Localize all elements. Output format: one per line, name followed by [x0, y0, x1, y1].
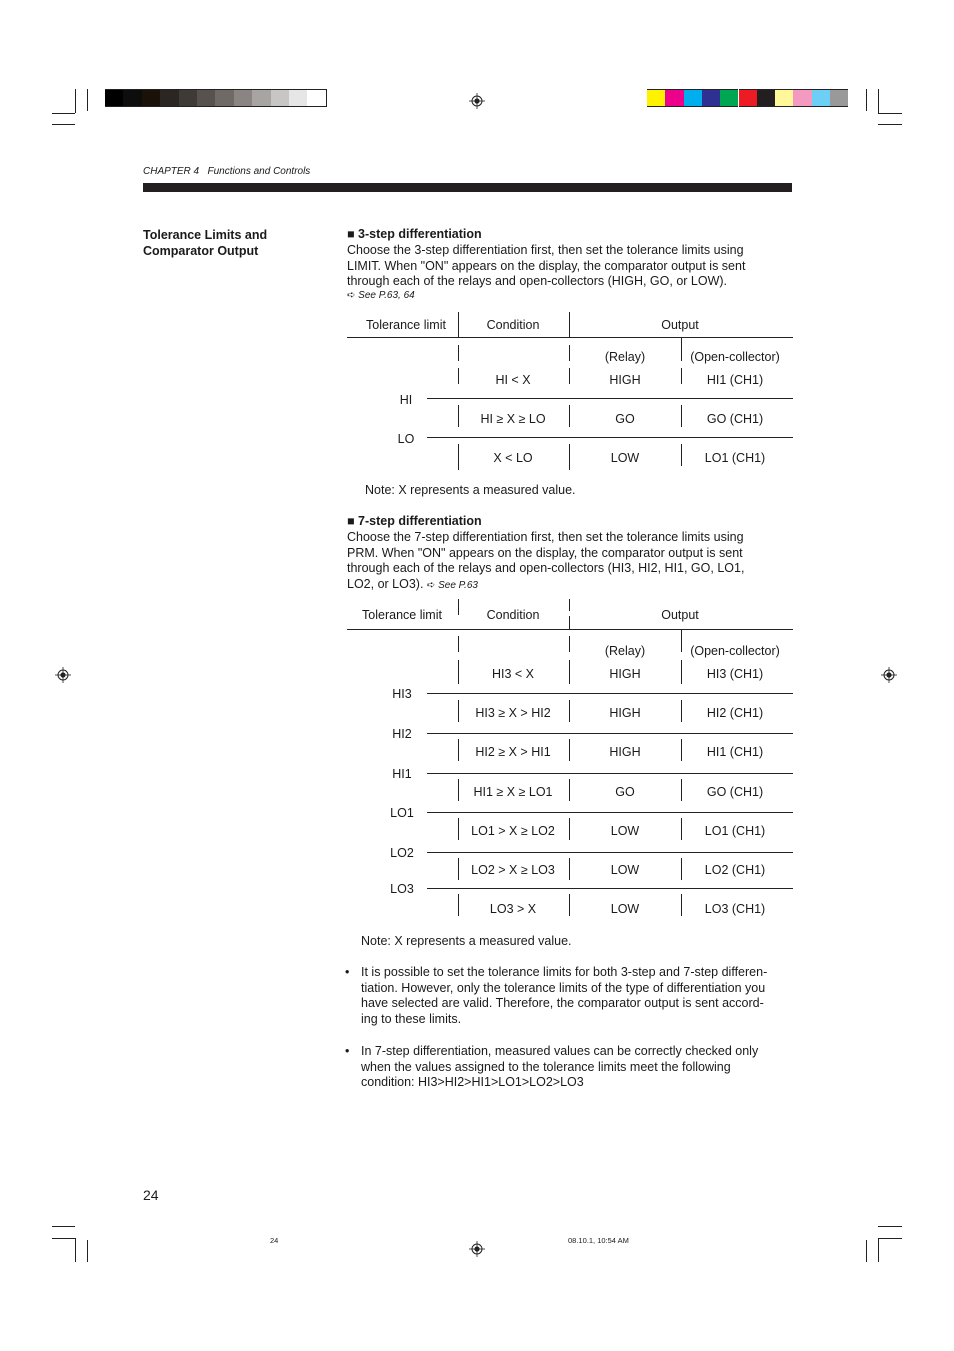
gray-swatch [142, 89, 160, 107]
table-divider [569, 858, 570, 880]
color-swatch [812, 89, 830, 107]
step3-heading-text: 3-step differentiation [358, 227, 482, 241]
table-rule [427, 773, 793, 774]
table-cell-open-collector: LO3 (CH1) [704, 902, 766, 916]
col-header-condition: Condition [486, 318, 540, 332]
table-divider [458, 739, 459, 761]
table-divider [569, 779, 570, 801]
table-divider [681, 818, 682, 840]
color-swatch [684, 89, 702, 107]
table-cell-relay: HIGH [609, 706, 641, 720]
reference-arrow-icon: ➪ [347, 290, 356, 301]
table-rule [427, 888, 793, 889]
table-cell-open-collector: GO (CH1) [706, 785, 764, 799]
section-title-line: Tolerance Limits and [143, 228, 268, 242]
gray-swatch [289, 89, 307, 107]
body-line: Choose the 3-step differentiation first, then set the tolerance limits using [347, 243, 744, 257]
reference-arrow-icon: ➪ [426, 579, 436, 591]
table-cell-condition: X < LO [493, 451, 533, 465]
table-cell-open-collector: HI2 (CH1) [706, 706, 764, 720]
table-divider [569, 739, 570, 761]
table-cell-condition: HI3 ≥ X > HI2 [475, 706, 551, 720]
step3-body [347, 243, 745, 290]
body-line: through each of the relays and open-collectors (HIGH, GO, or LOW). [347, 274, 728, 288]
gray-swatch [234, 89, 252, 107]
table-cell-open-collector: LO2 (CH1) [704, 863, 766, 877]
gray-swatch [307, 89, 326, 107]
table-cell-open-collector: HI3 (CH1) [706, 667, 764, 681]
table-divider [681, 858, 682, 880]
table-cell-condition: LO1 > X ≥ LO2 [471, 824, 555, 838]
chapter-title: Functions and Controls [207, 166, 311, 177]
bullet-line: tiation. However, only the tolerance limits of the type of differentiation you [361, 980, 766, 995]
step7-body [347, 530, 744, 593]
body-line: through each of the relays and open-collectors (HI3, HI2, HI1, GO, LO1, [347, 561, 745, 575]
running-header [143, 166, 310, 177]
table-cell-relay: LOW [610, 451, 640, 465]
table-divider [569, 660, 570, 684]
table-cell-relay: LOW [610, 863, 640, 877]
sub-header-relay: (Relay) [604, 644, 646, 658]
tolerance-limit-label: HI1 [392, 767, 412, 781]
col-header-tolerance: Tolerance limit [366, 318, 446, 332]
table-divider [569, 636, 570, 652]
table-cell-condition: HI2 ≥ X > HI1 [475, 745, 551, 759]
table-divider [458, 660, 459, 684]
step7-heading-text: 7-step differentiation [358, 514, 482, 528]
section-title-line: Comparator Output [143, 244, 259, 258]
table-cell-relay: LOW [610, 902, 640, 916]
square-bullet-icon: ■ [347, 514, 355, 528]
gray-swatch [105, 89, 123, 107]
gray-swatch [252, 89, 270, 107]
bullet-line: It is possible to set the tolerance limits for both 3-step and 7-step differen- [361, 965, 768, 979]
tolerance-limit-label: LO [397, 432, 415, 446]
registration-mark-icon [881, 667, 897, 683]
step7-see-ref [427, 580, 478, 591]
step7-heading [347, 514, 482, 530]
body-line: PRM. When "ON" appears on the display, the comparator output is sent [347, 545, 743, 560]
gray-swatch [160, 89, 178, 107]
bullet-dot-icon: • [345, 1044, 350, 1058]
step3-heading [347, 227, 482, 243]
table-divider [569, 700, 570, 722]
table-cell-open-collector: HI1 (CH1) [706, 745, 764, 759]
gray-swatch [179, 89, 197, 107]
table-cell-condition: HI1 ≥ X ≥ LO1 [473, 785, 553, 799]
table-divider [458, 858, 459, 880]
col-header-output: Output [661, 608, 699, 622]
table-cell-condition: HI ≥ X ≥ LO [480, 412, 546, 426]
table-cell-condition: LO3 > X [489, 902, 537, 916]
table-divider [681, 660, 682, 684]
bullet-line: condition: HI3>HI2>HI1>LO1>LO2>LO3 [361, 1075, 584, 1089]
table-divider [458, 636, 459, 652]
gray-swatch [123, 89, 141, 107]
col-header-tolerance: Tolerance limit [362, 608, 442, 622]
color-swatch [775, 89, 793, 107]
table-rule [427, 733, 793, 734]
tolerance-limit-label: LO1 [390, 806, 414, 820]
table-divider [458, 818, 459, 840]
bullet-line: when the values assigned to the tolerance limits meet the following [361, 1059, 731, 1074]
step7-note: Note: X represents a measured value. [361, 934, 572, 948]
table-cell-relay: HIGH [609, 745, 641, 759]
registration-mark-icon [469, 1241, 485, 1257]
table-cell-relay: HIGH [609, 667, 641, 681]
bullet-line: have selected are valid. Therefore, the comparator output is sent accord- [361, 996, 764, 1010]
table-divider [681, 779, 682, 801]
color-swatch [647, 89, 665, 107]
tolerance-limit-label: LO3 [390, 882, 414, 896]
table-divider [569, 818, 570, 840]
body-line: Choose the 7-step differentiation first, then set the tolerance limits using [347, 530, 744, 544]
chapter-number: CHAPTER 4 [143, 166, 200, 177]
body-line: LIMIT. When "ON" appears on the display, the comparator output is sent [347, 258, 746, 273]
registration-mark-icon [55, 667, 71, 683]
table-divider [681, 894, 682, 916]
color-swatch [665, 89, 683, 107]
registration-mark-icon [469, 93, 485, 109]
tolerance-limit-label: LO2 [390, 846, 414, 860]
tolerance-limit-label: HI2 [392, 727, 412, 741]
gray-swatch [197, 89, 215, 107]
table-divider [458, 779, 459, 801]
table-rule [427, 812, 793, 813]
table-cell-condition: HI < X [495, 373, 531, 387]
table-divider [458, 894, 459, 916]
table-cell-condition: HI3 < X [491, 667, 535, 681]
footer-slug-left: 24 [270, 1236, 279, 1245]
see-reference-text: See P.63 [438, 579, 478, 591]
table-cell-open-collector: HI1 (CH1) [706, 373, 764, 387]
bullet-line: In 7-step differentiation, measured values can be correctly checked only [361, 1044, 759, 1058]
table-cell-open-collector: GO (CH1) [706, 412, 764, 426]
page-number: 24 [143, 1187, 159, 1203]
table-cell-relay: GO [615, 412, 635, 426]
color-swatch [793, 89, 811, 107]
sub-header-open-collector: (Open-collector) [690, 350, 780, 364]
color-swatch [739, 89, 757, 107]
step3-see-ref [347, 290, 415, 301]
table-divider [681, 700, 682, 722]
table-cell-relay: LOW [610, 824, 640, 838]
table-rule [427, 693, 793, 694]
tolerance-limit-label: HI3 [392, 687, 412, 701]
gray-swatch [215, 89, 233, 107]
color-swatch [830, 89, 848, 107]
body-line: LO2, or LO3). [347, 576, 424, 591]
step3-note: Note: X represents a measured value. [365, 483, 576, 497]
table-cell-relay: GO [615, 785, 635, 799]
table-cell-condition: LO2 > X ≥ LO3 [471, 863, 555, 877]
square-bullet-icon: ■ [347, 227, 355, 241]
bullet-dot-icon: • [345, 965, 350, 979]
table-rule [427, 852, 793, 853]
table-divider [681, 739, 682, 761]
color-swatch [757, 89, 775, 107]
table-cell-relay: HIGH [609, 373, 641, 387]
table-divider [569, 894, 570, 916]
color-swatch [720, 89, 738, 107]
sub-header-open-collector: (Open-collector) [690, 644, 780, 658]
tolerance-limit-label: HI [399, 393, 413, 407]
color-swatch [702, 89, 720, 107]
footer-slug-right: 08.10.1, 10:54 AM [568, 1236, 629, 1245]
header-rule [143, 183, 792, 192]
col-header-condition: Condition [486, 608, 540, 622]
bullet-line: ing to these limits. [361, 1011, 462, 1026]
sub-header-relay: (Relay) [604, 350, 646, 364]
table-divider [458, 700, 459, 722]
table-divider [681, 629, 682, 652]
table-cell-open-collector: LO1 (CH1) [704, 824, 766, 838]
gray-swatch [271, 89, 289, 107]
table-cell-open-collector: LO1 (CH1) [704, 451, 766, 465]
see-reference-text: See P.63, 64 [358, 290, 415, 301]
col-header-output: Output [661, 318, 699, 332]
section-title [143, 227, 267, 259]
